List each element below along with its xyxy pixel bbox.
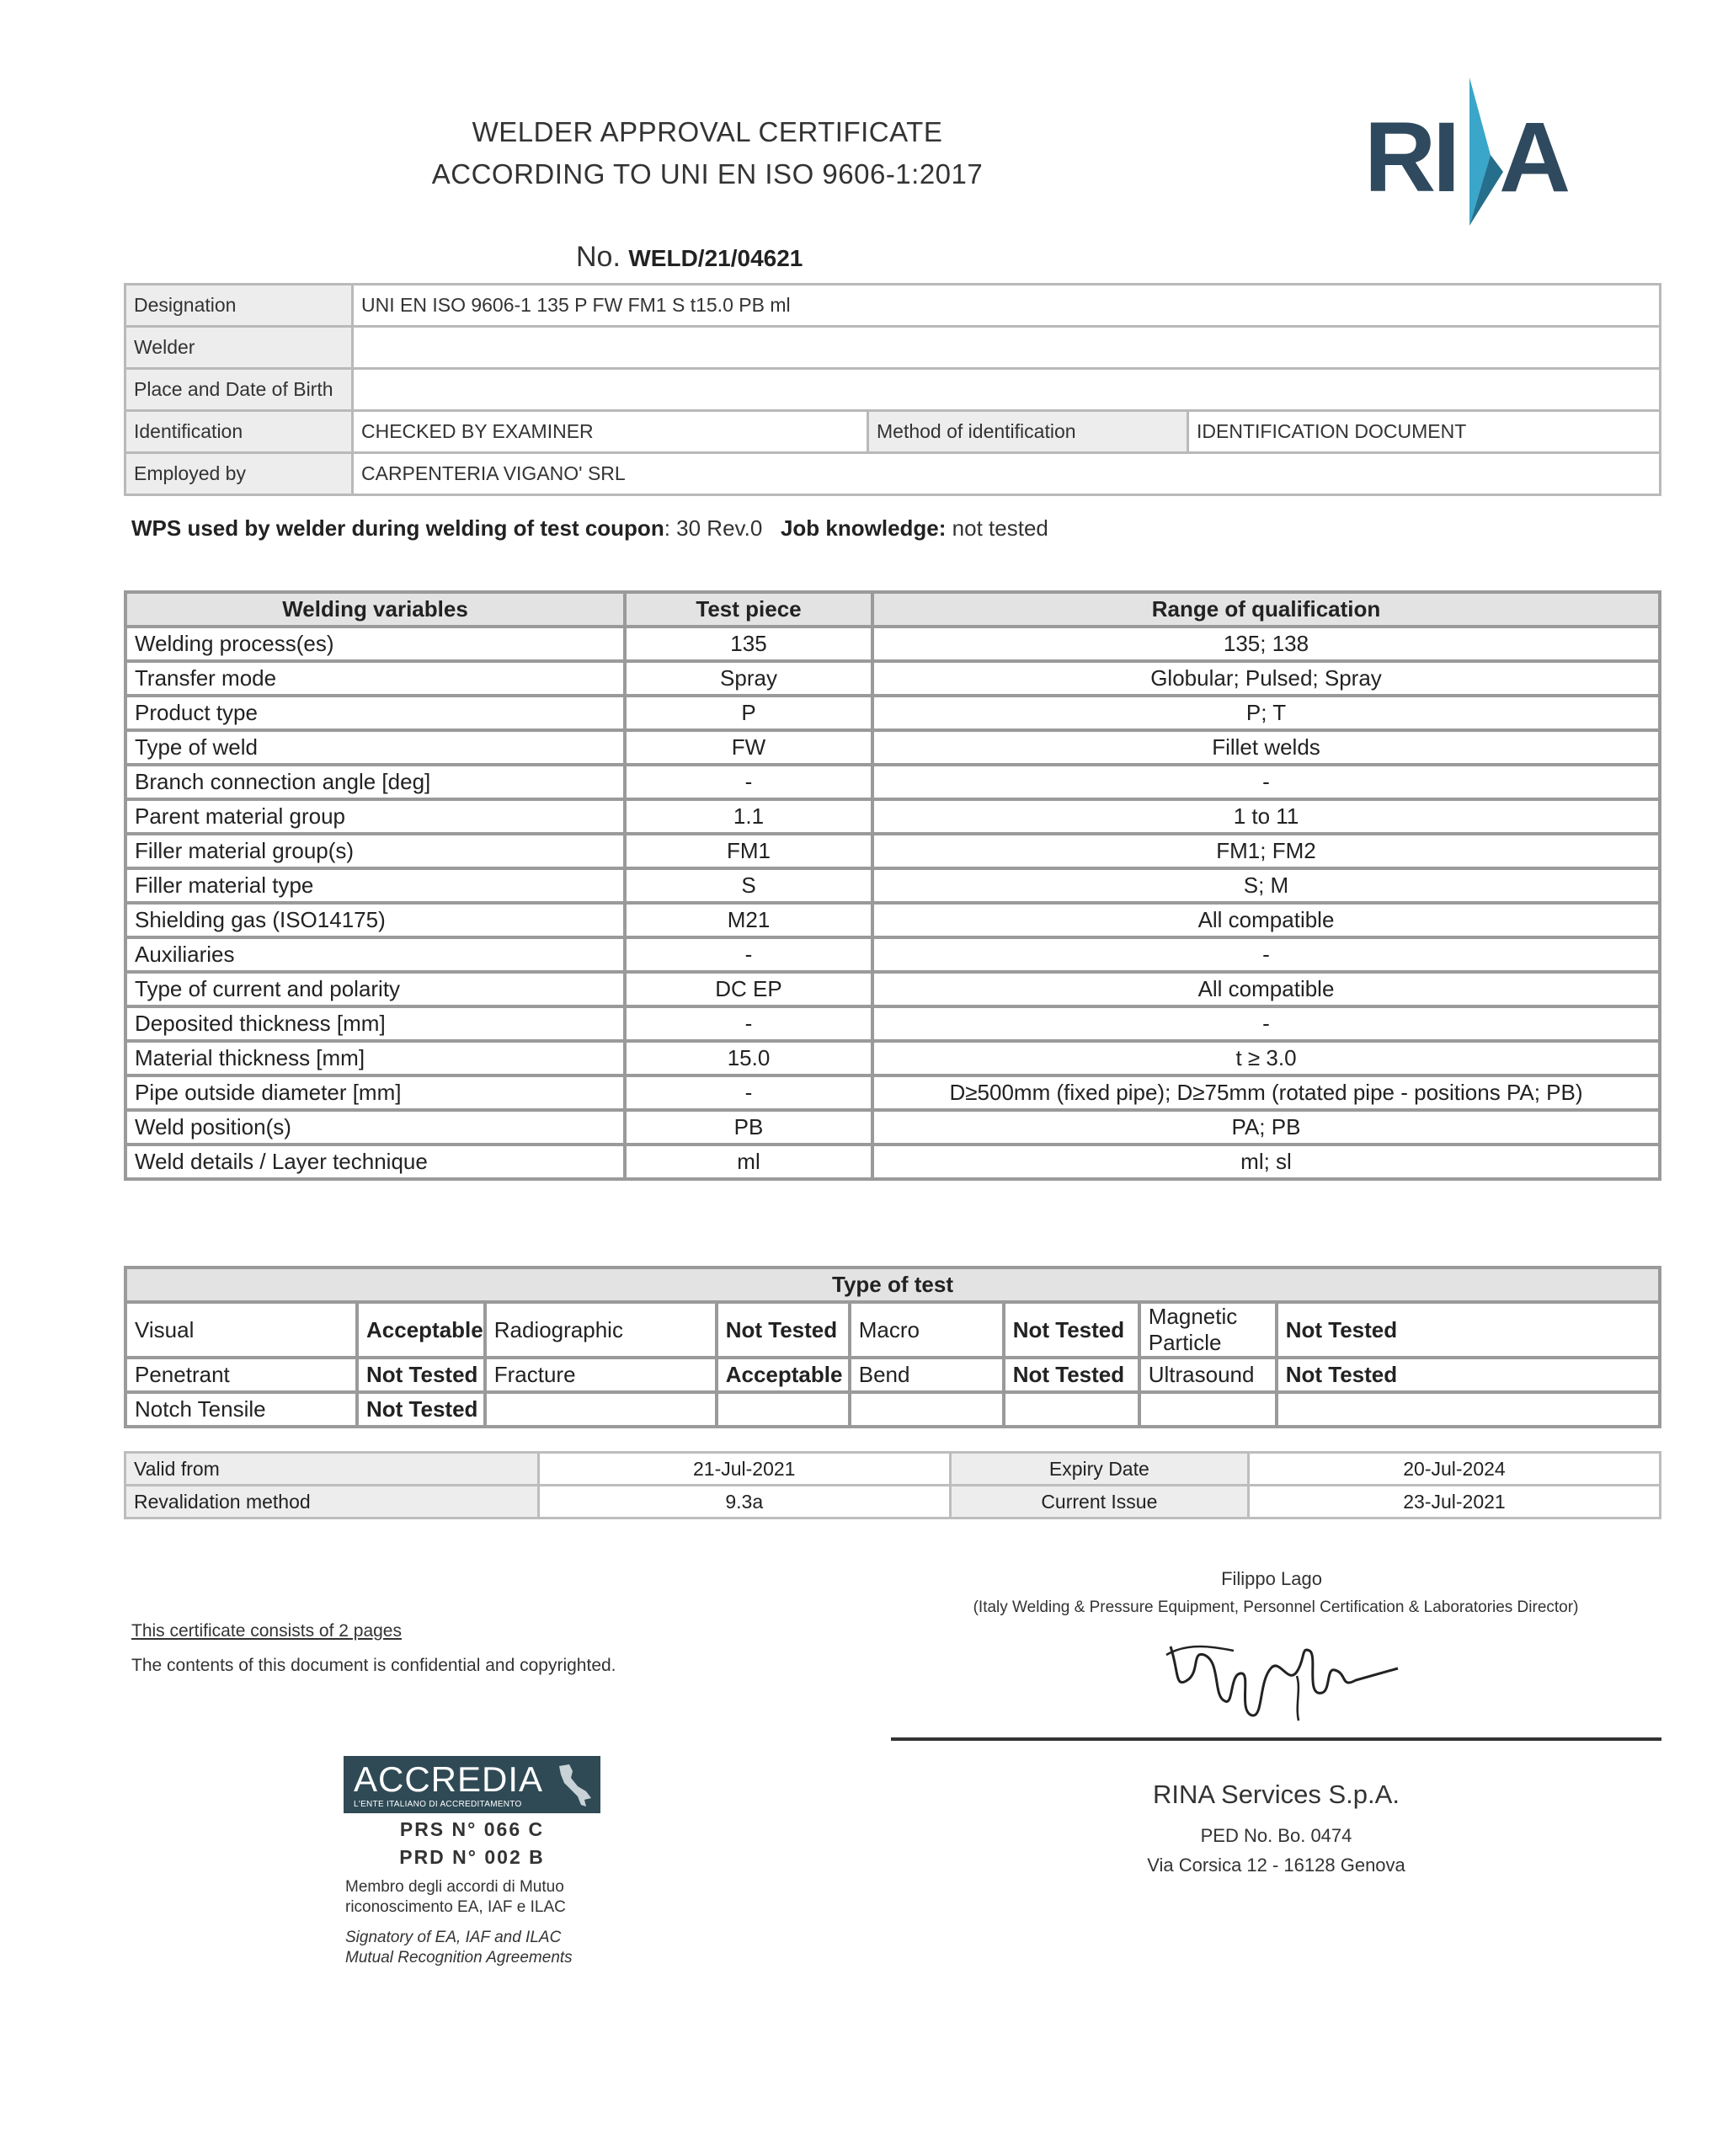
test-result-cell bbox=[1004, 1392, 1139, 1427]
revalidation-label: Revalidation method bbox=[125, 1486, 539, 1518]
variables-header-test-piece: Test piece bbox=[625, 592, 872, 627]
accredia-en-line1: Signatory of EA, IAF and ILAC bbox=[345, 1929, 562, 1946]
company-address: Via Corsica 12 - 16128 Genova bbox=[1147, 1854, 1405, 1876]
accredia-logo bbox=[344, 1756, 600, 1813]
variables-row bbox=[125, 799, 1660, 834]
identification-row bbox=[125, 411, 1661, 453]
welder-value bbox=[353, 327, 1661, 369]
italy-map-icon bbox=[552, 1763, 595, 1810]
accredia-it-line2: riconoscimento EA, IAF e ILAC bbox=[345, 1898, 566, 1916]
signature-image bbox=[1154, 1621, 1406, 1726]
revalidation-value: 9.3a bbox=[538, 1486, 950, 1518]
variables-row bbox=[125, 972, 1660, 1006]
test-result-cell: Not Tested bbox=[1277, 1302, 1660, 1358]
variables-row bbox=[125, 765, 1660, 799]
test-result-cell: Not Tested bbox=[357, 1358, 485, 1392]
test-name-cell: Notch Tensile bbox=[125, 1392, 357, 1427]
company-name: RINA Services S.p.A. bbox=[1153, 1780, 1400, 1809]
identification-label: Identification bbox=[125, 411, 353, 453]
tests-header-row bbox=[125, 1267, 1660, 1302]
welder-label: Welder bbox=[125, 327, 353, 369]
range-cell: All compatible bbox=[872, 903, 1660, 937]
confidential-note: The contents of this document is confidential and copyrighted. bbox=[131, 1656, 616, 1675]
birth-value bbox=[353, 369, 1661, 411]
variable-name-cell: Weld details / Layer technique bbox=[125, 1145, 625, 1179]
valid-from-label: Valid from bbox=[125, 1453, 539, 1486]
range-cell: 135; 138 bbox=[872, 627, 1660, 661]
variable-name-cell: Weld position(s) bbox=[125, 1110, 625, 1145]
method-value: IDENTIFICATION DOCUMENT bbox=[1188, 411, 1661, 453]
variables-row bbox=[125, 1075, 1660, 1110]
prs-number: PRS N° 066 C bbox=[399, 1818, 545, 1840]
birth-label: Place and Date of Birth bbox=[125, 369, 353, 411]
variable-name-cell: Transfer mode bbox=[125, 661, 625, 696]
svg-text:RI: RI bbox=[1364, 102, 1457, 213]
range-cell: Globular; Pulsed; Spray bbox=[872, 661, 1660, 696]
test-name-cell: Magnetic Particle bbox=[1139, 1302, 1277, 1358]
range-cell: - bbox=[872, 937, 1660, 972]
wps-value: : 30 Rev.0 bbox=[664, 515, 763, 541]
signature-line bbox=[891, 1737, 1661, 1741]
test-name-cell: Radiographic bbox=[485, 1302, 717, 1358]
variables-row bbox=[125, 1110, 1660, 1145]
wps-line bbox=[131, 515, 1048, 542]
test-name-cell bbox=[1139, 1392, 1277, 1427]
test-piece-cell: 15.0 bbox=[625, 1041, 872, 1075]
test-result-cell bbox=[717, 1392, 850, 1427]
current-issue-label: Current Issue bbox=[950, 1486, 1248, 1518]
current-issue-value: 23-Jul-2021 bbox=[1248, 1486, 1660, 1518]
signer-title: (Italy Welding & Pressure Equipment, Personnel Certification & Laboratories Director) bbox=[973, 1598, 1579, 1616]
variable-name-cell: Material thickness [mm] bbox=[125, 1041, 625, 1075]
test-piece-cell: FM1 bbox=[625, 834, 872, 868]
test-result-cell: Not Tested bbox=[1004, 1302, 1139, 1358]
accredia-logo-name: ACCREDIA bbox=[354, 1759, 544, 1799]
job-knowledge-label: Job knowledge: bbox=[780, 515, 947, 541]
expiry-label: Expiry Date bbox=[950, 1453, 1248, 1486]
variables-row bbox=[125, 868, 1660, 903]
pages-note: This certificate consists of 2 pages bbox=[131, 1621, 402, 1641]
variable-name-cell: Pipe outside diameter [mm] bbox=[125, 1075, 625, 1110]
range-cell: FM1; FM2 bbox=[872, 834, 1660, 868]
test-result-cell: Not Tested bbox=[1277, 1358, 1660, 1392]
validity-table bbox=[124, 1451, 1661, 1519]
certificate-number-value: WELD/21/04621 bbox=[628, 245, 803, 271]
variable-name-cell: Type of current and polarity bbox=[125, 972, 625, 1006]
variables-row bbox=[125, 730, 1660, 765]
range-cell: S; M bbox=[872, 868, 1660, 903]
variables-row bbox=[125, 834, 1660, 868]
test-piece-cell: P bbox=[625, 696, 872, 730]
variables-header-variable: Welding variables bbox=[125, 592, 625, 627]
variable-name-cell: Branch connection angle [deg] bbox=[125, 765, 625, 799]
range-cell: t ≥ 3.0 bbox=[872, 1041, 1660, 1075]
wps-label: WPS used by welder during welding of test coupon bbox=[131, 515, 664, 541]
range-cell: All compatible bbox=[872, 972, 1660, 1006]
designation-label: Designation bbox=[125, 285, 353, 327]
test-result-cell: Not Tested bbox=[1004, 1358, 1139, 1392]
variables-row bbox=[125, 903, 1660, 937]
employed-label: Employed by bbox=[125, 453, 353, 495]
test-piece-cell: - bbox=[625, 937, 872, 972]
accredia-logo-tagline: L'ENTE ITALIANO DI ACCREDITAMENTO bbox=[354, 1800, 522, 1809]
test-name-cell: Fracture bbox=[485, 1358, 717, 1392]
test-name-cell bbox=[850, 1392, 1004, 1427]
test-name-cell: Visual bbox=[125, 1302, 357, 1358]
test-piece-cell: - bbox=[625, 1075, 872, 1110]
test-piece-cell: 135 bbox=[625, 627, 872, 661]
accredia-it-line1: Membro degli accordi di Mutuo bbox=[345, 1878, 564, 1896]
test-piece-cell: S bbox=[625, 868, 872, 903]
identification-table bbox=[124, 283, 1661, 496]
range-cell: - bbox=[872, 765, 1660, 799]
test-piece-cell: M21 bbox=[625, 903, 872, 937]
test-name-cell bbox=[485, 1392, 717, 1427]
variable-name-cell: Product type bbox=[125, 696, 625, 730]
variable-name-cell: Type of weld bbox=[125, 730, 625, 765]
rina-logo bbox=[1364, 77, 1592, 229]
ped-number: PED No. Bo. 0474 bbox=[1200, 1825, 1352, 1846]
job-knowledge-value: not tested bbox=[952, 515, 1048, 541]
employed-value: CARPENTERIA VIGANO' SRL bbox=[353, 453, 1661, 495]
test-name-cell: Macro bbox=[850, 1302, 1004, 1358]
employed-row bbox=[125, 453, 1661, 495]
designation-row bbox=[125, 285, 1661, 327]
range-cell: P; T bbox=[872, 696, 1660, 730]
variable-name-cell: Welding process(es) bbox=[125, 627, 625, 661]
variables-row bbox=[125, 661, 1660, 696]
validity-row-1 bbox=[125, 1453, 1661, 1486]
designation-value: UNI EN ISO 9606-1 135 P FW FM1 S t15.0 PB ml bbox=[353, 285, 1661, 327]
test-piece-cell: 1.1 bbox=[625, 799, 872, 834]
range-cell: 1 to 11 bbox=[872, 799, 1660, 834]
certificate-number-label: No. bbox=[576, 241, 621, 273]
variable-name-cell: Filler material group(s) bbox=[125, 834, 625, 868]
test-result-cell: Acceptable bbox=[717, 1358, 850, 1392]
tests-row bbox=[125, 1392, 1660, 1427]
variable-name-cell: Shielding gas (ISO14175) bbox=[125, 903, 625, 937]
type-of-test-table bbox=[124, 1266, 1661, 1428]
valid-from-value: 21-Jul-2021 bbox=[538, 1453, 950, 1486]
variables-row bbox=[125, 937, 1660, 972]
variable-name-cell: Filler material type bbox=[125, 868, 625, 903]
range-cell: D≥500mm (fixed pipe); D≥75mm (rotated pipe - positions PA; PB) bbox=[872, 1075, 1660, 1110]
variables-row bbox=[125, 696, 1660, 730]
test-result-cell: Acceptable bbox=[357, 1302, 485, 1358]
svg-text:A: A bbox=[1499, 102, 1571, 213]
prd-number: PRD N° 002 B bbox=[399, 1846, 545, 1868]
variable-name-cell: Auxiliaries bbox=[125, 937, 625, 972]
certificate-number bbox=[576, 241, 803, 274]
variables-row bbox=[125, 627, 1660, 661]
tests-row bbox=[125, 1302, 1660, 1358]
test-piece-cell: - bbox=[625, 765, 872, 799]
range-cell: ml; sl bbox=[872, 1145, 1660, 1179]
test-piece-cell: PB bbox=[625, 1110, 872, 1145]
range-cell: PA; PB bbox=[872, 1110, 1660, 1145]
test-name-cell: Penetrant bbox=[125, 1358, 357, 1392]
validity-row-2 bbox=[125, 1486, 1661, 1518]
certificate-title-line2: ACCORDING TO UNI EN ISO 9606-1:2017 bbox=[431, 158, 984, 189]
test-name-cell: Ultrasound bbox=[1139, 1358, 1277, 1392]
tests-header: Type of test bbox=[125, 1267, 1660, 1302]
accredia-en-line2: Mutual Recognition Agreements bbox=[345, 1949, 573, 1967]
certificate-title-line1: WELDER APPROVAL CERTIFICATE bbox=[472, 116, 943, 147]
variables-row bbox=[125, 1041, 1660, 1075]
expiry-value: 20-Jul-2024 bbox=[1248, 1453, 1660, 1486]
variables-row bbox=[125, 1145, 1660, 1179]
test-result-cell: Not Tested bbox=[357, 1392, 485, 1427]
test-name-cell: Bend bbox=[850, 1358, 1004, 1392]
variables-header-row bbox=[125, 592, 1660, 627]
variables-header-range: Range of qualification bbox=[872, 592, 1660, 627]
welder-row bbox=[125, 327, 1661, 369]
test-piece-cell: Spray bbox=[625, 661, 872, 696]
test-piece-cell: ml bbox=[625, 1145, 872, 1179]
range-cell: - bbox=[872, 1006, 1660, 1041]
range-cell: Fillet welds bbox=[872, 730, 1660, 765]
variable-name-cell: Deposited thickness [mm] bbox=[125, 1006, 625, 1041]
signer-name: Filippo Lago bbox=[1221, 1568, 1322, 1589]
variables-row bbox=[125, 1006, 1660, 1041]
test-piece-cell: FW bbox=[625, 730, 872, 765]
welding-variables-table bbox=[124, 590, 1661, 1181]
variable-name-cell: Parent material group bbox=[125, 799, 625, 834]
test-result-cell: Not Tested bbox=[717, 1302, 850, 1358]
test-piece-cell: DC EP bbox=[625, 972, 872, 1006]
tests-row bbox=[125, 1358, 1660, 1392]
birth-row bbox=[125, 369, 1661, 411]
test-piece-cell: - bbox=[625, 1006, 872, 1041]
identification-value: CHECKED BY EXAMINER bbox=[353, 411, 868, 453]
test-result-cell bbox=[1277, 1392, 1660, 1427]
method-label: Method of identification bbox=[868, 411, 1188, 453]
